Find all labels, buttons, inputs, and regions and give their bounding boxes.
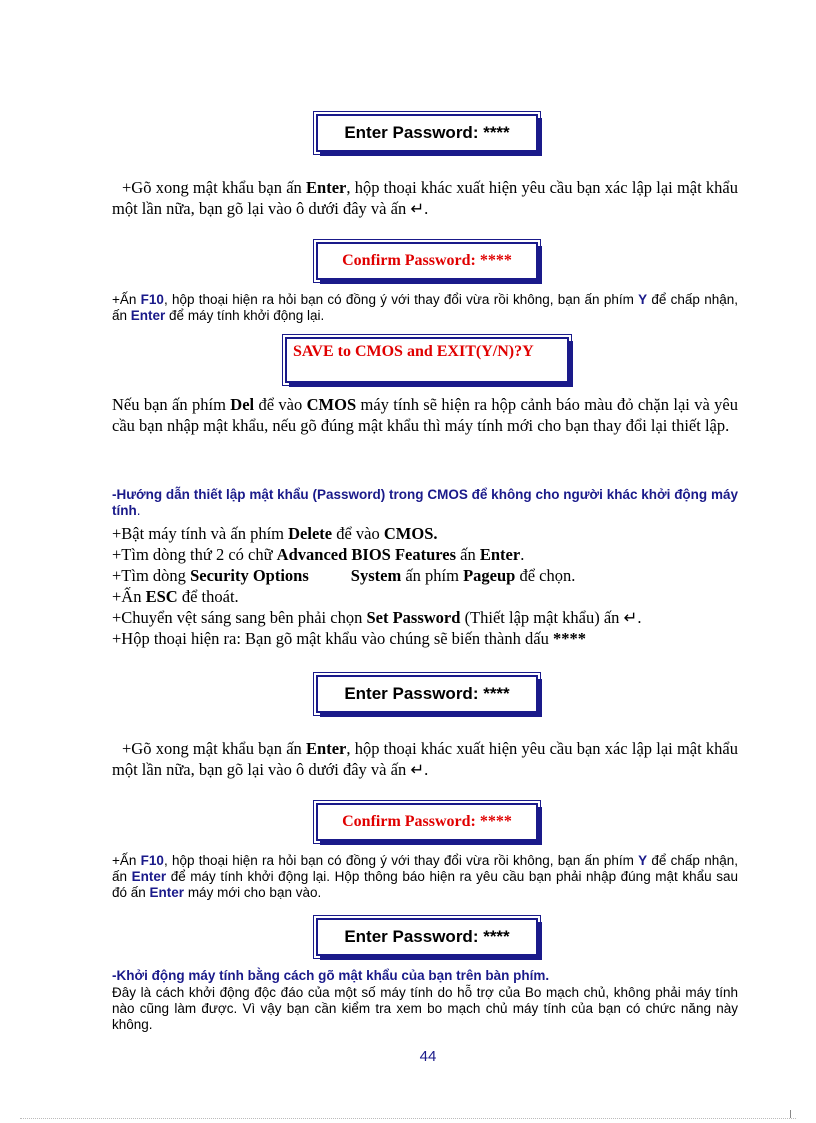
step-5: +Chuyển vệt sáng sang bên phải chọn Set Password (Thiết lập mật khẩu) ấn ↵. — [112, 608, 642, 627]
enter-password-box-2 — [316, 675, 538, 713]
step-2: +Tìm dòng thứ 2 có chữ Advanced BIOS Features ấn Enter. — [112, 545, 525, 564]
footer-divider — [20, 1118, 796, 1119]
enter-password-label: Enter Password: **** — [344, 927, 510, 946]
save-cmos-text: SAVE to CMOS and EXIT(Y/N)?Y — [293, 343, 534, 360]
paragraph-confirm-intro-1: +Gõ xong mật khẩu bạn ấn Enter, hộp thoại khác xuất hiện yêu cầu bạn xác lập lại mật khẩu một lần nữa, bạn gõ lại vào ô dưới đây và ấn ↵. — [112, 178, 738, 218]
confirm-password-box-2 — [316, 803, 538, 841]
confirm-password-box-1 — [316, 242, 538, 280]
step-4: +Ấn ESC để thoát. — [112, 587, 239, 606]
corner-mark — [790, 1110, 791, 1118]
step-1: +Bật máy tính và ấn phím Delete để vào CMOS. — [112, 524, 438, 543]
section-heading-keyboard-boot: -Khởi động máy tính bằng cách gõ mật khẩu của bạn trên bàn phím. — [112, 968, 550, 983]
enter-password-box-1 — [316, 114, 538, 152]
paragraph-keyboard-boot: Đây là cách khởi động độc đáo của một số máy tính do hỗ trợ của Bo mạch chủ, không phải máy tính nào cũng làm được. Vì vậy bạn cần kiểm tra xem bo mạch chủ máy tính của bạn có chức năng này không. — [112, 985, 738, 1032]
confirm-password-label: Confirm Password: **** — [342, 813, 512, 830]
enter-password-label: Enter Password: **** — [344, 684, 510, 703]
enter-password-label: Enter Password: **** — [344, 123, 510, 142]
section-heading-set-password: -Hướng dẫn thiết lập mật khẩu (Password) trong CMOS để không cho người khác khởi động máy tính. — [112, 487, 738, 518]
page-number: 44 — [419, 1048, 437, 1065]
save-cmos-box — [285, 337, 569, 383]
paragraph-f10-2: +Ấn F10, hộp thoại hiện ra hỏi bạn có đồng ý với thay đổi vừa rồi không, bạn ấn phím Y để chấp nhận, ấn Enter để máy tính khởi động lại. Hộp thông báo hiện ra yêu cầu bạn phải nhập đúng mật khẩu sau đó ấn Enter máy mới cho bạn vào. — [112, 853, 738, 900]
step-6: +Hộp thoại hiện ra: Bạn gõ mật khẩu vào chúng sẽ biến thành dấu **** — [112, 629, 586, 648]
steps-list — [112, 523, 752, 649]
confirm-password-label: Confirm Password: **** — [342, 252, 512, 269]
enter-password-box-3 — [316, 918, 538, 956]
paragraph-del-warning: Nếu bạn ấn phím Del để vào CMOS máy tính sẽ hiện ra hộp cảnh báo màu đỏ chặn lại và yêu cầu bạn nhập mật khẩu, nếu gõ đúng mật khẩu thì máy tính mới cho bạn thay đổi lại thiết lập. — [112, 395, 738, 435]
paragraph-confirm-intro-2: +Gõ xong mật khẩu bạn ấn Enter, hộp thoại khác xuất hiện yêu cầu bạn xác lập lại mật khẩu một lần nữa, bạn gõ lại vào ô dưới đây và ấn ↵. — [112, 739, 738, 779]
paragraph-f10-1: +Ấn F10, hộp thoại hiện ra hỏi bạn có đồng ý với thay đổi vừa rồi không, bạn ấn phím Y để chấp nhận, ấn Enter để máy tính khởi động lại. — [112, 292, 738, 323]
step-3: +Tìm dòng Security Options System ấn phím Pageup để chọn. — [112, 566, 576, 585]
